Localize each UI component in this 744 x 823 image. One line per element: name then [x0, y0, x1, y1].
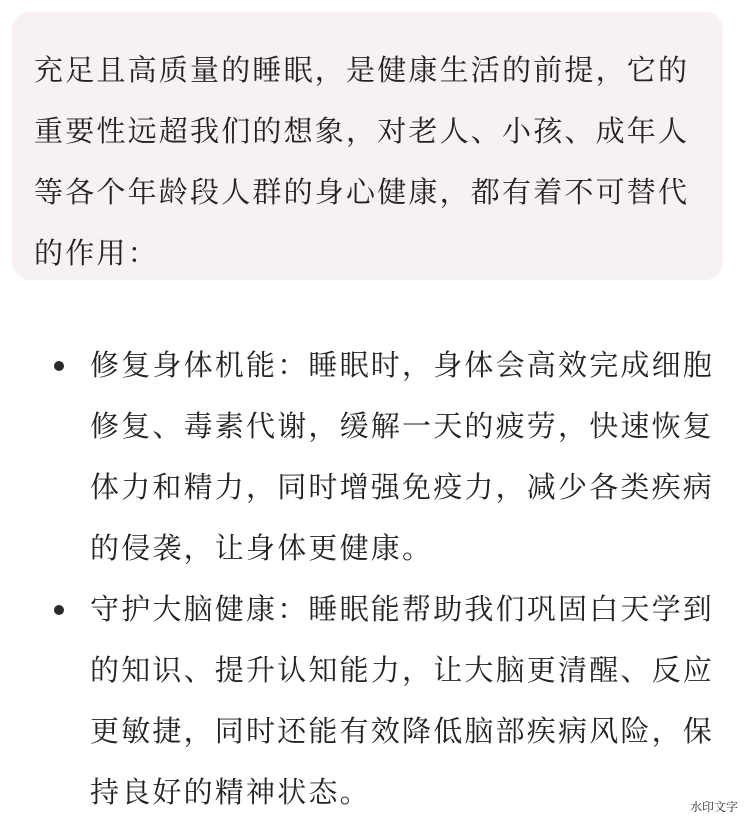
list-item-text: 守护大脑健康：睡眠能帮助我们巩固白天学到的知识、提升认知能力，让大脑更清醒、反应更敏捷，同时还能有效降低脑部疾病风险，保持良好的精神状态。 [90, 592, 715, 809]
list-item-text: 修复身体机能：睡眠时，身体会高效完成细胞修复、毒素代谢，缓解一天的疲劳，快速恢复体力和精力，同时增强免疫力，减少各类疾病的侵袭，让身体更健康。 [90, 348, 715, 565]
intro-callout [12, 12, 723, 280]
list-item [54, 579, 726, 823]
list-item [54, 335, 726, 579]
intro-paragraph: 充足且高质量的睡眠，是健康生活的前提，它的重要性远超我们的想象，对老人、小孩、成年人等各个年龄段人群的身心健康，都有着不可替代的作用： [34, 53, 690, 270]
watermark: 水印文字 [689, 800, 738, 814]
bullet-dot-icon [54, 361, 64, 371]
bullet-dot-icon [54, 605, 64, 615]
benefit-list [54, 335, 726, 823]
